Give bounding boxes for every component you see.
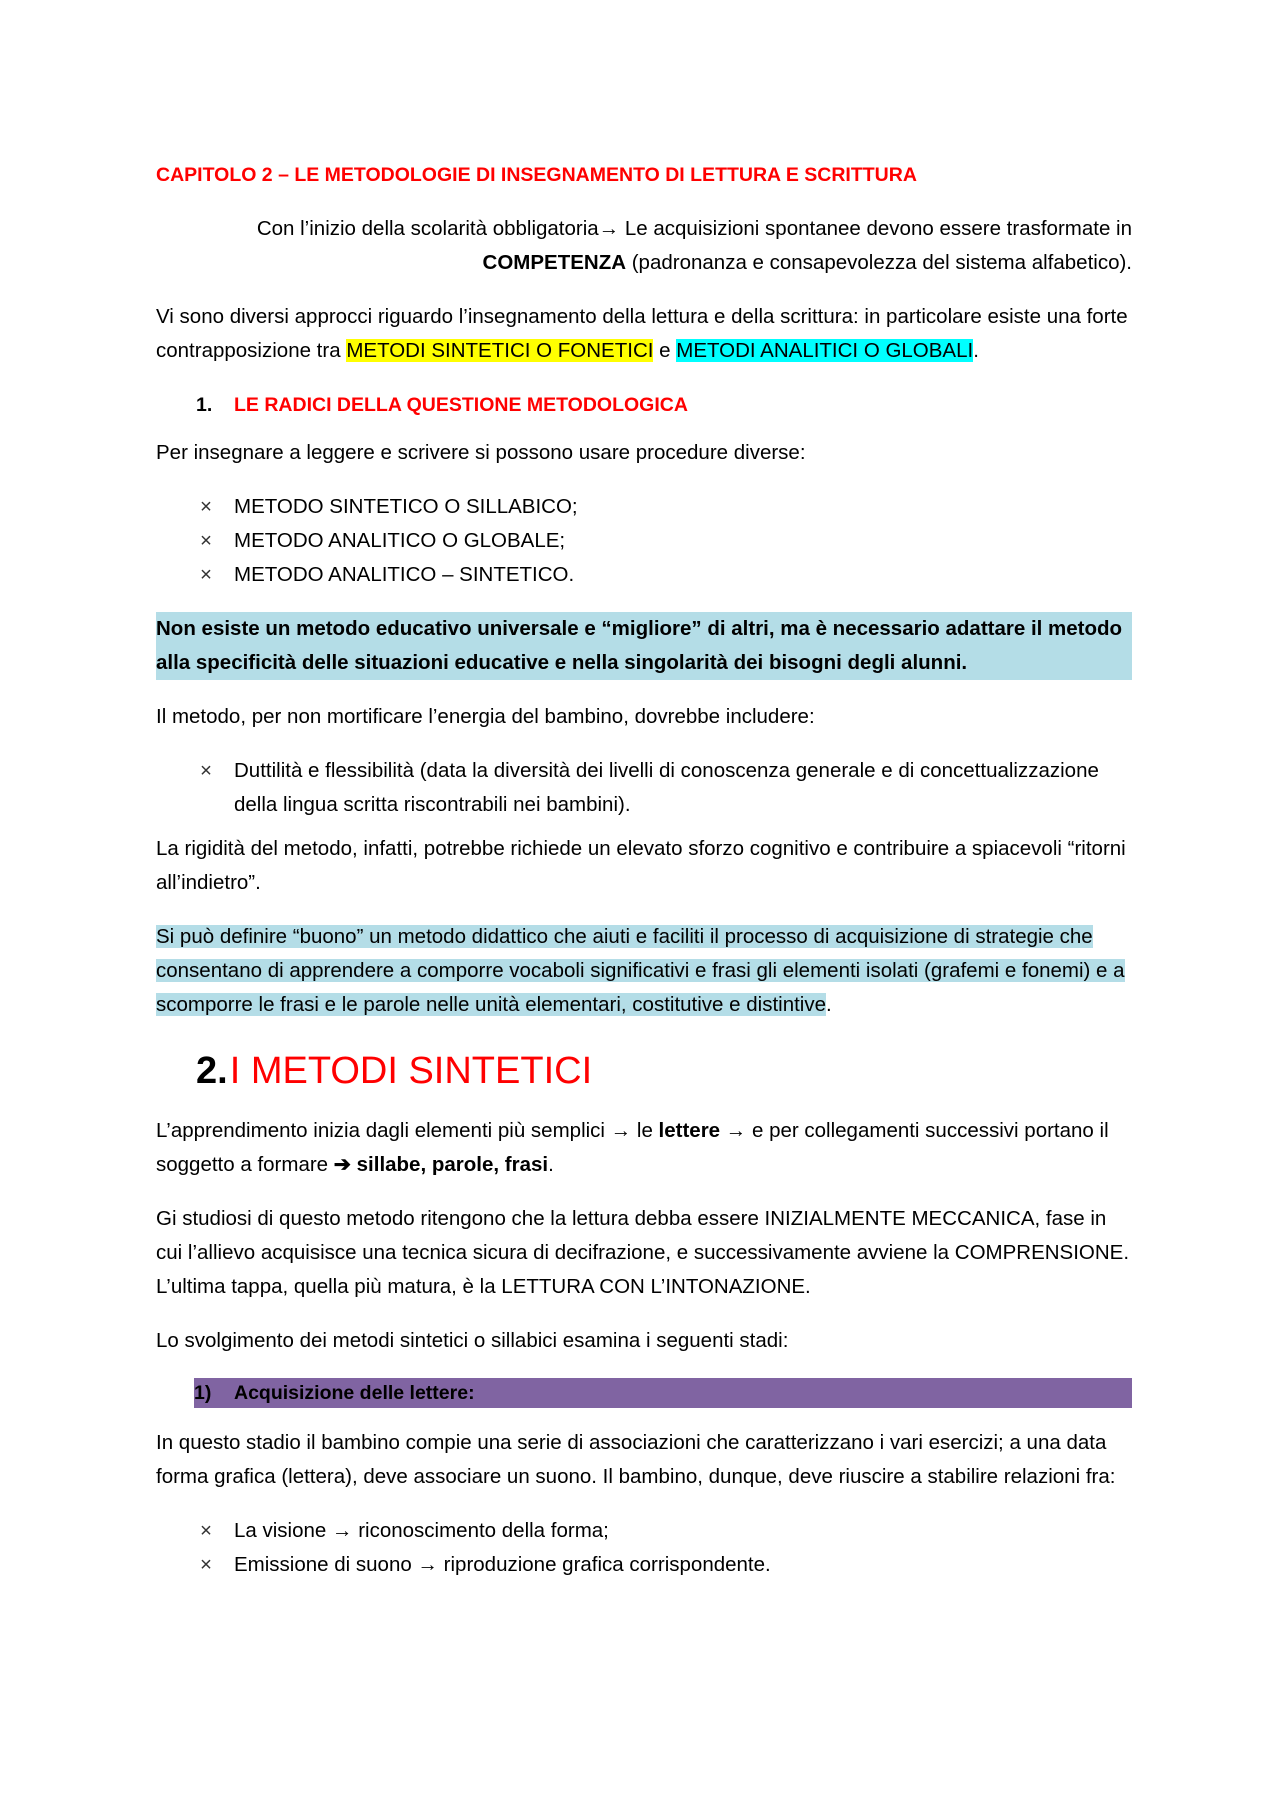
highlight-analytic: METODI ANALITICI O GLOBALI [676,339,974,362]
section-1-heading [196,388,1132,422]
section-2-heading [196,1046,1132,1096]
approaches-end: . [973,339,979,362]
approaches-text: Vi sono diversi approcci riguardo l’insegnamento della lettura e della scrittura: in particolare esiste una forte contrapposizione tra [156,305,1128,362]
intro-bold: COMPETENZA [482,251,627,274]
list-item: × Duttilità e flessibilità (data la diversità dei livelli di conoscenza generale e di concettualizzazione della lingua scritta riscontrabili nei bambini). [194,754,1132,822]
bold-syllables: sillabe, parole, frasi [350,1153,549,1176]
callout-universal-method: Non esiste un metodo educativo universale e “migliore” di altri, ma è necessario adattare il metodo alla specificità delle situazioni educative e nella singolarità dei bisogni degli alunni. [156,612,1132,680]
bold-lettere: lettere [658,1119,721,1142]
approaches-middle: e [653,339,677,362]
rigidity-paragraph: La rigidità del metodo, infatti, potrebbe richiede un elevato sforzo cognitivo e contribuire a spiacevoli “ritorni all’indietro”. [156,837,1126,894]
intro-text: Con l’inizio della scolarità obbligatoria [256,217,599,240]
bold-arrow-icon: ➔ [333,1153,351,1176]
list-item: × METODO ANALITICO O GLOBALE; [194,524,1132,558]
arrow-icon: → [725,1119,747,1142]
good-method-highlight: Si può definire “buono” un metodo didattico che aiuti e faciliti il processo di acquisizione di strategie che consentano di apprendere a comporre vocaboli significativi e frasi gli elementi isolati (grafemi e fonemi) e a scomporre le frasi e le parole nelle unità elementari, costitutive e distintive [156,925,1125,1016]
list-item: × METODO SINTETICO O SILLABICO; [194,490,1132,524]
chapter-title: CAPITOLO 2 – LE METODOLOGIE DI INSEGNAMENTO DI LETTURA E SCRITTURA [156,164,917,186]
intro-paragraph [156,212,1132,280]
cross-bullet-icon: × [200,1553,212,1576]
section-2-title: I METODI SINTETICI [229,1050,593,1092]
section-2-number: 2. [196,1050,228,1092]
section-1-number: 1. [196,394,213,416]
stage-1-number: 1) [194,1382,212,1404]
cross-bullet-icon: × [200,1519,212,1542]
include-list [156,754,1132,822]
arrow-icon: → [610,1119,632,1142]
cross-bullet-icon: × [200,759,212,782]
learning-paragraph: L’apprendimento inizia dagli elementi più semplici → le lettere → e per collegamenti successivi portano il soggetto a formare ➔ sillabe, parole, frasi. [156,1119,1109,1176]
intro-rest: (padronanza e consapevolezza del sistema alfabetico). [626,251,1132,274]
procedures-intro: Per insegnare a leggere e scrivere si possono usare procedure diverse: [156,441,806,464]
stages-intro: Lo svolgimento dei metodi sintetici o sillabici esamina i seguenti stadi: [156,1329,789,1352]
list-item: × Emissione di suono → riproduzione grafica corrispondente. [194,1548,1132,1582]
relations-list [156,1514,1132,1582]
list-item: × METODO ANALITICO – SINTETICO. [194,558,1132,592]
approaches-paragraph [156,300,1132,368]
methods-list [156,490,1132,592]
highlight-synthetic: METODI SINTETICI O FONETICI [346,339,654,362]
stage-1-title: Acquisizione delle lettere: [234,1382,475,1404]
arrow-icon: → [417,1553,438,1576]
intro-text-2: Le acquisizioni spontanee devono essere trasformate in [619,217,1132,240]
arrow-icon: → [598,217,620,240]
cross-bullet-icon: × [200,563,212,586]
good-method-paragraph: Si può definire “buono” un metodo didattico che aiuti e faciliti il processo di acquisizione di strategie che consentano di apprendere a comporre vocaboli significativi e frasi gli elementi isolati (grafemi e fonemi) e a scomporre le frasi e le parole nelle unità elementari, costitutive e distintive. [156,925,1125,1016]
stage-1-paragraph: In questo stadio il bambino compie una serie di associazioni che caratterizzano i vari esercizi; a una data forma grafica (lettera), deve associare un suono. Il bambino, dunque, deve riuscire a stabilire relazioni fra: [156,1431,1116,1488]
cross-bullet-icon: × [200,495,212,518]
list-item: × La visione → riconoscimento della forma; [194,1514,1132,1548]
cross-bullet-icon: × [200,529,212,552]
scholars-paragraph: Gi studiosi di questo metodo ritengono che la lettura debba essere INIZIALMENTE MECCANICA, fase in cui l’allievo acquisisce una tecnica sicura di decifrazione, e successivamente avviene la COMPRENSIONE. L’ultima tappa, quella più matura, è la LETTURA CON L’INTONAZIONE. [156,1207,1130,1298]
method-include-intro: Il metodo, per non mortificare l’energia del bambino, dovrebbe includere: [156,705,815,728]
section-1-title: LE RADICI DELLA QUESTIONE METODOLOGICA [234,394,688,416]
arrow-icon: → [332,1519,353,1542]
stage-1-heading [194,1378,1132,1408]
